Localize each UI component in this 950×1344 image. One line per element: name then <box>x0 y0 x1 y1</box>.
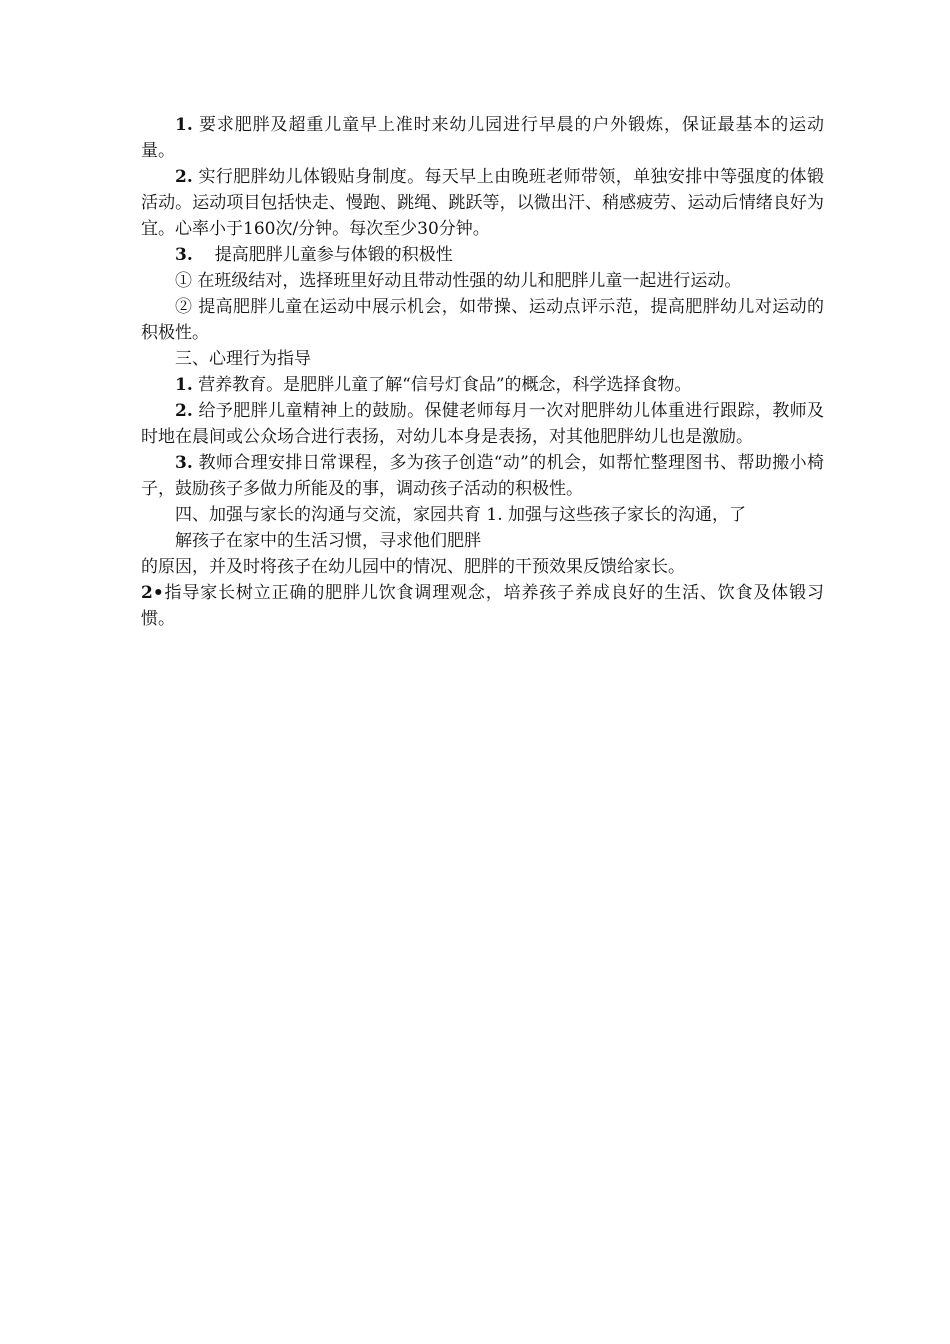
item-number: ① <box>175 271 192 291</box>
paragraph-circle-2 <box>141 294 824 346</box>
item-number: 2• <box>141 583 164 603</box>
paragraph-text: 在班级结对，选择班里好动且带动性强的幼儿和肥胖儿童一起进行运动。 <box>192 271 742 291</box>
item-number: 2. <box>175 167 193 187</box>
paragraph-text: 提高肥胖儿童在运动中展示机会，如带操、运动点评示范，提高肥胖幼儿对运动的积极性。 <box>141 297 825 343</box>
paragraph-circle-1 <box>141 268 824 294</box>
paragraph-text: 提高肥胖儿童参与体锻的积极性 <box>214 245 453 265</box>
paragraph-text: 的原因，并及时将孩子在幼儿园中的情况、肥胖的干预效果反馈给家长。 <box>141 557 685 577</box>
item-number: 3. <box>175 453 193 473</box>
item-number: 3. <box>175 245 193 265</box>
section-heading-text: 四、加强与家长的沟通与交流，家园共育 1. 加强与这些孩子家长的沟通，了 <box>175 505 747 525</box>
paragraph-continuation-2 <box>141 554 824 580</box>
paragraph-psych-3 <box>141 450 824 502</box>
paragraph-text: 实行肥胖幼儿体锻贴身制度。每天早上由晚班老师带领，单独安排中等强度的体锻活动。运动项目包括快走、慢跑、跳绳、跳跃等，以微出汗、稍感疲劳、运动后情绪良好为宜。心率小于160次/分钟。每次至少30分钟。 <box>141 167 824 239</box>
section-heading-4 <box>141 502 824 528</box>
paragraph-text: 要求肥胖及超重儿童早上准时来幼儿园进行早晨的户外锻炼，保证最基本的运动量。 <box>141 115 824 161</box>
paragraph-psych-2 <box>141 398 824 450</box>
paragraph-text: 指导家长树立正确的肥胖儿饮食调理观念，培养孩子养成良好的生活、饮食及体锻习惯。 <box>141 583 824 629</box>
paragraph-continuation <box>141 528 824 554</box>
paragraph-psych-1 <box>141 372 824 398</box>
section-heading-3 <box>141 346 824 372</box>
document-body <box>141 112 824 632</box>
item-number: 1. <box>175 115 193 135</box>
paragraph-2 <box>141 164 824 242</box>
paragraph-1 <box>141 112 824 164</box>
paragraph-parent-2 <box>141 580 824 632</box>
item-number: ② <box>175 297 193 317</box>
paragraph-text: 给予肥胖儿童精神上的鼓励。保健老师每月一次对肥胖幼儿体重进行跟踪，教师及时地在晨间或公众场合进行表扬，对幼儿本身是表扬，对其他肥胖幼儿也是激励。 <box>141 401 824 447</box>
paragraph-text: 教师合理安排日常课程，多为孩子创造“动”的机会，如帮忙整理图书、帮助搬小椅子，鼓励孩子多做力所能及的事，调动孩子活动的积极性。 <box>141 453 824 499</box>
item-number: 2. <box>175 401 193 421</box>
paragraph-3 <box>141 242 824 268</box>
paragraph-text: 营养教育。是肥胖儿童了解“信号灯食品”的概念，科学选择食物。 <box>192 375 692 395</box>
item-number: 1. <box>175 375 193 395</box>
paragraph-text: 解孩子在家中的生活习惯，寻求他们肥胖 <box>175 531 481 551</box>
section-heading-text: 三、心理行为指导 <box>175 349 311 369</box>
